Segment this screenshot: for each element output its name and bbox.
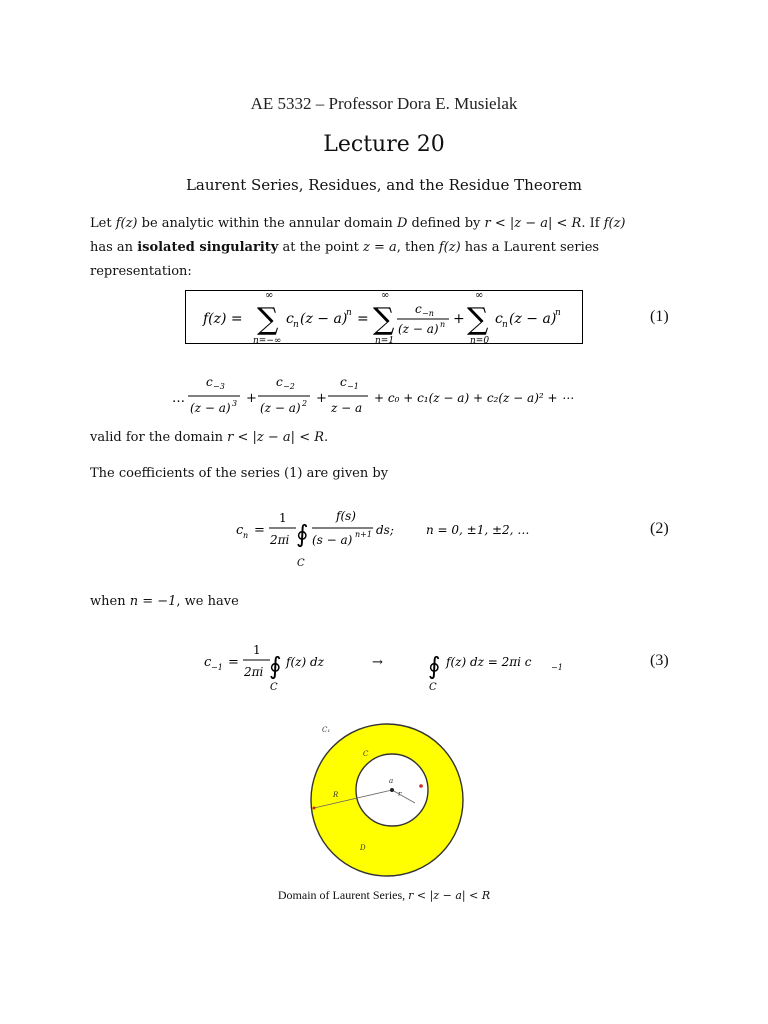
sum2-upper: ∞ xyxy=(381,290,390,301)
center-point xyxy=(390,788,394,792)
label-r: r xyxy=(398,790,402,798)
equation-1-number: (1) xyxy=(650,308,669,325)
sum3-lower: n=0 xyxy=(470,336,490,346)
exp-f1-num-sub: −3 xyxy=(213,382,225,391)
eq3-equals: = xyxy=(228,655,239,670)
outer-marker-dot xyxy=(313,807,316,810)
intro-text: be analytic within the annular domain xyxy=(137,216,397,231)
when-end: , we have xyxy=(176,594,239,609)
contour-integral-symbol: ∮ xyxy=(428,652,441,680)
ellipsis: … xyxy=(172,391,185,406)
lecture-title: Lecture 20 xyxy=(323,132,445,157)
eq1-term1: c xyxy=(286,311,294,327)
eq1-term1-sub: n xyxy=(293,320,299,330)
eq1-lhs: f(z) = xyxy=(203,311,243,327)
intro-text: . If xyxy=(581,216,604,231)
eq2-frac2-num: f(s) xyxy=(336,509,356,523)
eq3-contour-label: C xyxy=(270,682,278,693)
math-fz: f(z) xyxy=(438,240,461,255)
math-inequality: r < |z − a| < R xyxy=(227,430,325,445)
eq2-contour-label: C xyxy=(297,558,305,569)
caption-inequality: r < |z − a| < R xyxy=(408,889,491,902)
sum1-lower: n=−∞ xyxy=(253,336,282,346)
intro-paragraph xyxy=(90,212,690,284)
math-za: z = a xyxy=(363,240,397,255)
eq1-frac-num: c xyxy=(415,302,422,316)
exp-f2-den: (z − a) xyxy=(260,401,301,415)
equation-1 xyxy=(185,285,585,350)
equation-2 xyxy=(230,500,550,580)
eq2-equals: = xyxy=(254,523,265,538)
intro-text: has a Laurent series xyxy=(460,240,600,255)
laurent-expansion xyxy=(170,372,610,422)
eq3-rhs: f(z) dz = 2πi c xyxy=(446,655,532,669)
exp-f1-den: (z − a) xyxy=(190,401,231,415)
eq3-lhs: c xyxy=(204,655,212,670)
eq2-frac1-num: 1 xyxy=(279,511,287,525)
label-C1: C₁ xyxy=(322,726,331,734)
eq1-term3: c xyxy=(495,311,503,327)
exp-tail: + c₀ + c₁(z − a) + c₂(z − a)² + ⋯ xyxy=(374,391,574,405)
contour-integral-symbol: ∮ xyxy=(296,520,309,548)
exp-f2-den-pow: 2 xyxy=(302,399,308,408)
sum-symbol: ∑ xyxy=(257,302,279,337)
eq2-n-values: n = 0, ±1, ±2, … xyxy=(426,523,530,537)
eq3-rhs-sub: −1 xyxy=(551,663,563,672)
sum1-upper: ∞ xyxy=(265,290,274,301)
intro-line-2 xyxy=(90,236,690,260)
math-fz: f(z) xyxy=(603,216,626,231)
eq1-term3-sub: n xyxy=(502,320,508,330)
exp-f2-num: c xyxy=(276,375,283,389)
when-line xyxy=(90,590,690,614)
eq2-lhs: c xyxy=(236,523,244,538)
intro-text: has an xyxy=(90,240,138,255)
intro-text: Let xyxy=(90,216,116,231)
math-D: D xyxy=(396,216,408,231)
eq2-frac2-den: (s − a) xyxy=(312,533,353,547)
math-n-minus-one: n = −1 xyxy=(129,594,177,609)
eq2-ds: ds; xyxy=(376,523,394,537)
eq1-frac-den-pow: n xyxy=(440,320,446,329)
eq2-frac2-den-pow: n+1 xyxy=(355,530,372,539)
annulus-figure xyxy=(300,720,476,880)
math-inequality: r < |z − a| < R xyxy=(484,216,582,231)
valid-text: valid for the domain xyxy=(90,430,228,445)
exp-f3-num-sub: −1 xyxy=(347,382,359,391)
plus-sign: + xyxy=(246,391,257,406)
equation-3-number: (3) xyxy=(650,652,669,669)
sum3-upper: ∞ xyxy=(475,290,484,301)
eq2-frac1-den: 2πi xyxy=(270,533,290,547)
sum-symbol: ∑ xyxy=(373,302,395,337)
label-C: C xyxy=(363,750,369,758)
valid-line xyxy=(90,426,690,450)
contour-integral-symbol: ∮ xyxy=(269,652,282,680)
equation-3 xyxy=(200,638,580,698)
eq1-equals: = xyxy=(357,311,369,327)
eq1-term1-rest: (z − a) xyxy=(300,311,348,327)
plus-sign: + xyxy=(316,391,327,406)
intro-line-3: representation: xyxy=(90,264,192,279)
exp-f1-num: c xyxy=(206,375,213,389)
course-header: AE 5332 – Professor Dora E. Musielak xyxy=(250,94,518,113)
contour-marker-dot xyxy=(419,784,423,788)
equation-2-number: (2) xyxy=(650,520,669,537)
when-text: when xyxy=(90,594,130,609)
math-fz: f(z) xyxy=(115,216,138,231)
intro-text: , then xyxy=(396,240,439,255)
sum2-lower: n=1 xyxy=(375,336,395,346)
label-a: a xyxy=(389,777,394,785)
implies-arrow: → xyxy=(372,655,383,670)
figure-caption xyxy=(0,888,768,903)
eq1-term3-pow: n xyxy=(555,308,561,318)
exp-f3-num: c xyxy=(340,375,347,389)
exp-f2-num-sub: −2 xyxy=(283,382,295,391)
exp-f1-den-pow: 3 xyxy=(232,399,238,408)
sum-symbol: ∑ xyxy=(467,302,489,337)
eq3-frac-den: 2πi xyxy=(244,665,264,679)
intro-line-1 xyxy=(90,212,690,236)
exp-f3-den: z − a xyxy=(331,401,363,415)
coefficients-line: The coefficients of the series (1) are given by xyxy=(90,466,389,481)
intro-text: at the point xyxy=(278,240,364,255)
eq3-lhs-sub: −1 xyxy=(211,663,223,672)
eq1-plus: + xyxy=(453,311,465,327)
valid-end: . xyxy=(324,430,329,445)
eq3-contour-label: C xyxy=(429,682,437,693)
eq1-term1-pow: n xyxy=(346,308,352,318)
label-R: R xyxy=(333,791,339,799)
eq1-frac-den: (z − a) xyxy=(398,322,439,336)
lecture-subtitle: Laurent Series, Residues, and the Residue Theorem xyxy=(185,176,583,194)
caption-text: Domain of Laurent Series, xyxy=(277,888,409,902)
eq1-term3-rest: (z − a) xyxy=(509,311,557,327)
eq2-lhs-sub: n xyxy=(243,531,249,540)
label-D: D xyxy=(360,844,366,852)
bold-term: isolated singularity xyxy=(137,240,279,255)
eq3-frac-num: 1 xyxy=(253,643,261,657)
eq3-integrand: f(z) dz xyxy=(286,655,324,669)
intro-text: defined by xyxy=(407,216,485,231)
eq1-frac-num-sub: −n xyxy=(422,309,434,318)
